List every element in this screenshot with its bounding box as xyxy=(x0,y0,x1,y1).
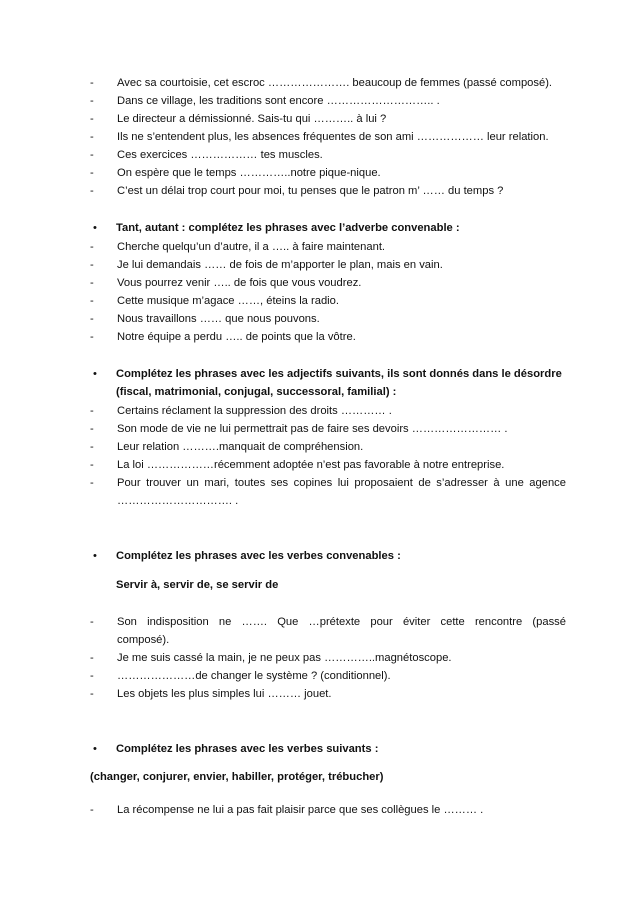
list-item-text: Je lui demandais …… de fois de m’apporter le plan, mais en vain. xyxy=(117,259,443,271)
list-item-text: La récompense ne lui a pas fait plaisir parce que ses collègues le ……… . xyxy=(117,804,484,816)
section-title: Complétez les phrases avec les adjectifs suivants, ils sont donnés dans le désordre xyxy=(116,368,562,380)
list-item-text: Son indisposition ne ……. Que …prétexte pour éviter cette rencontre (passé xyxy=(117,616,566,628)
list-item-text: Vous pourrez venir ….. de fois que vous voudrez. xyxy=(117,277,362,289)
list-item-text: composé). xyxy=(117,634,170,646)
dash-marker: - xyxy=(90,241,94,253)
section-title: Complétez les phrases avec les verbes convenables : xyxy=(116,550,401,562)
dash-marker: - xyxy=(90,459,94,471)
list-item-text: Nous travaillons …… que nous pouvons. xyxy=(117,313,320,325)
list-item-text: Le directeur a démissionné. Sais-tu qui ……….. à lui ? xyxy=(117,113,387,125)
list-item-text: Avec sa courtoisie, cet escroc …………………. beaucoup de femmes (passé composé). xyxy=(117,77,553,89)
dash-marker: - xyxy=(90,131,94,143)
list-item-text: Cette musique m’agace ……, éteins la radio. xyxy=(117,295,339,307)
dash-marker: - xyxy=(90,313,94,325)
bullet-icon: • xyxy=(93,222,97,234)
list-item-text: …………………de changer le système ? (conditionnel). xyxy=(117,670,391,682)
bullet-icon: • xyxy=(93,743,97,755)
list-item-text: …………………………. . xyxy=(117,495,239,507)
dash-marker: - xyxy=(90,295,94,307)
list-item-text: Pour trouver un mari, toutes ses copines lui proposaient de s’adresser à une agence xyxy=(117,477,566,489)
bullet-icon: • xyxy=(93,550,97,562)
list-item-text: La loi ………………récemment adoptée n’est pas favorable à notre entreprise. xyxy=(117,459,505,471)
dash-marker: - xyxy=(90,616,94,628)
dash-marker: - xyxy=(90,688,94,700)
dash-marker: - xyxy=(90,804,94,816)
list-item-text: Je me suis cassé la main, je ne peux pas …………..magnétoscope. xyxy=(117,652,452,664)
section-title-adjectives: (fiscal, matrimonial, conjugal, successoral, familial) : xyxy=(116,386,397,398)
list-item-text: Ils ne s’entendent plus, les absences fréquentes de son ami ……………… leur relation. xyxy=(117,131,549,143)
section-title: Complétez les phrases avec les verbes suivants : xyxy=(116,743,379,755)
dash-marker: - xyxy=(90,331,94,343)
list-item-text: Son mode de vie ne lui permettrait pas de faire ses devoirs …………………… . xyxy=(117,423,508,435)
dash-marker: - xyxy=(90,423,94,435)
dash-marker: - xyxy=(90,149,94,161)
list-item-text: Certains réclament la suppression des droits ………… . xyxy=(117,405,392,417)
list-item-text: Notre équipe a perdu ….. de points que la vôtre. xyxy=(117,331,356,343)
list-item-text: Cherche quelqu’un d’autre, il a ….. à faire maintenant. xyxy=(117,241,386,253)
list-item-text: Les objets les plus simples lui ……… jouet. xyxy=(117,688,332,700)
section-title: Tant, autant : complétez les phrases avec l’adverbe convenable : xyxy=(116,222,460,234)
list-item-text: Ces exercices ……………… tes muscles. xyxy=(117,149,323,161)
list-item-text: On espère que le temps …………..notre pique-nique. xyxy=(117,167,381,179)
dash-marker: - xyxy=(90,77,94,89)
dash-marker: - xyxy=(90,95,94,107)
list-item-text: C’est un délai trop court pour moi, tu penses que le patron m’ …… du temps ? xyxy=(117,185,504,197)
dash-marker: - xyxy=(90,652,94,664)
dash-marker: - xyxy=(90,185,94,197)
dash-marker: - xyxy=(90,670,94,682)
verb-list: (changer, conjurer, envier, habiller, protéger, trébucher) xyxy=(90,771,384,783)
list-item-text: Dans ce village, les traditions sont encore ……………………….. . xyxy=(117,95,440,107)
dash-marker: - xyxy=(90,441,94,453)
bullet-icon: • xyxy=(93,368,97,380)
dash-marker: - xyxy=(90,167,94,179)
dash-marker: - xyxy=(90,259,94,271)
dash-marker: - xyxy=(90,477,94,489)
dash-marker: - xyxy=(90,405,94,417)
list-item-text: Leur relation ……….manquait de compréhension. xyxy=(117,441,364,453)
dash-marker: - xyxy=(90,113,94,125)
verb-list: Servir à, servir de, se servir de xyxy=(116,579,279,591)
dash-marker: - xyxy=(90,277,94,289)
